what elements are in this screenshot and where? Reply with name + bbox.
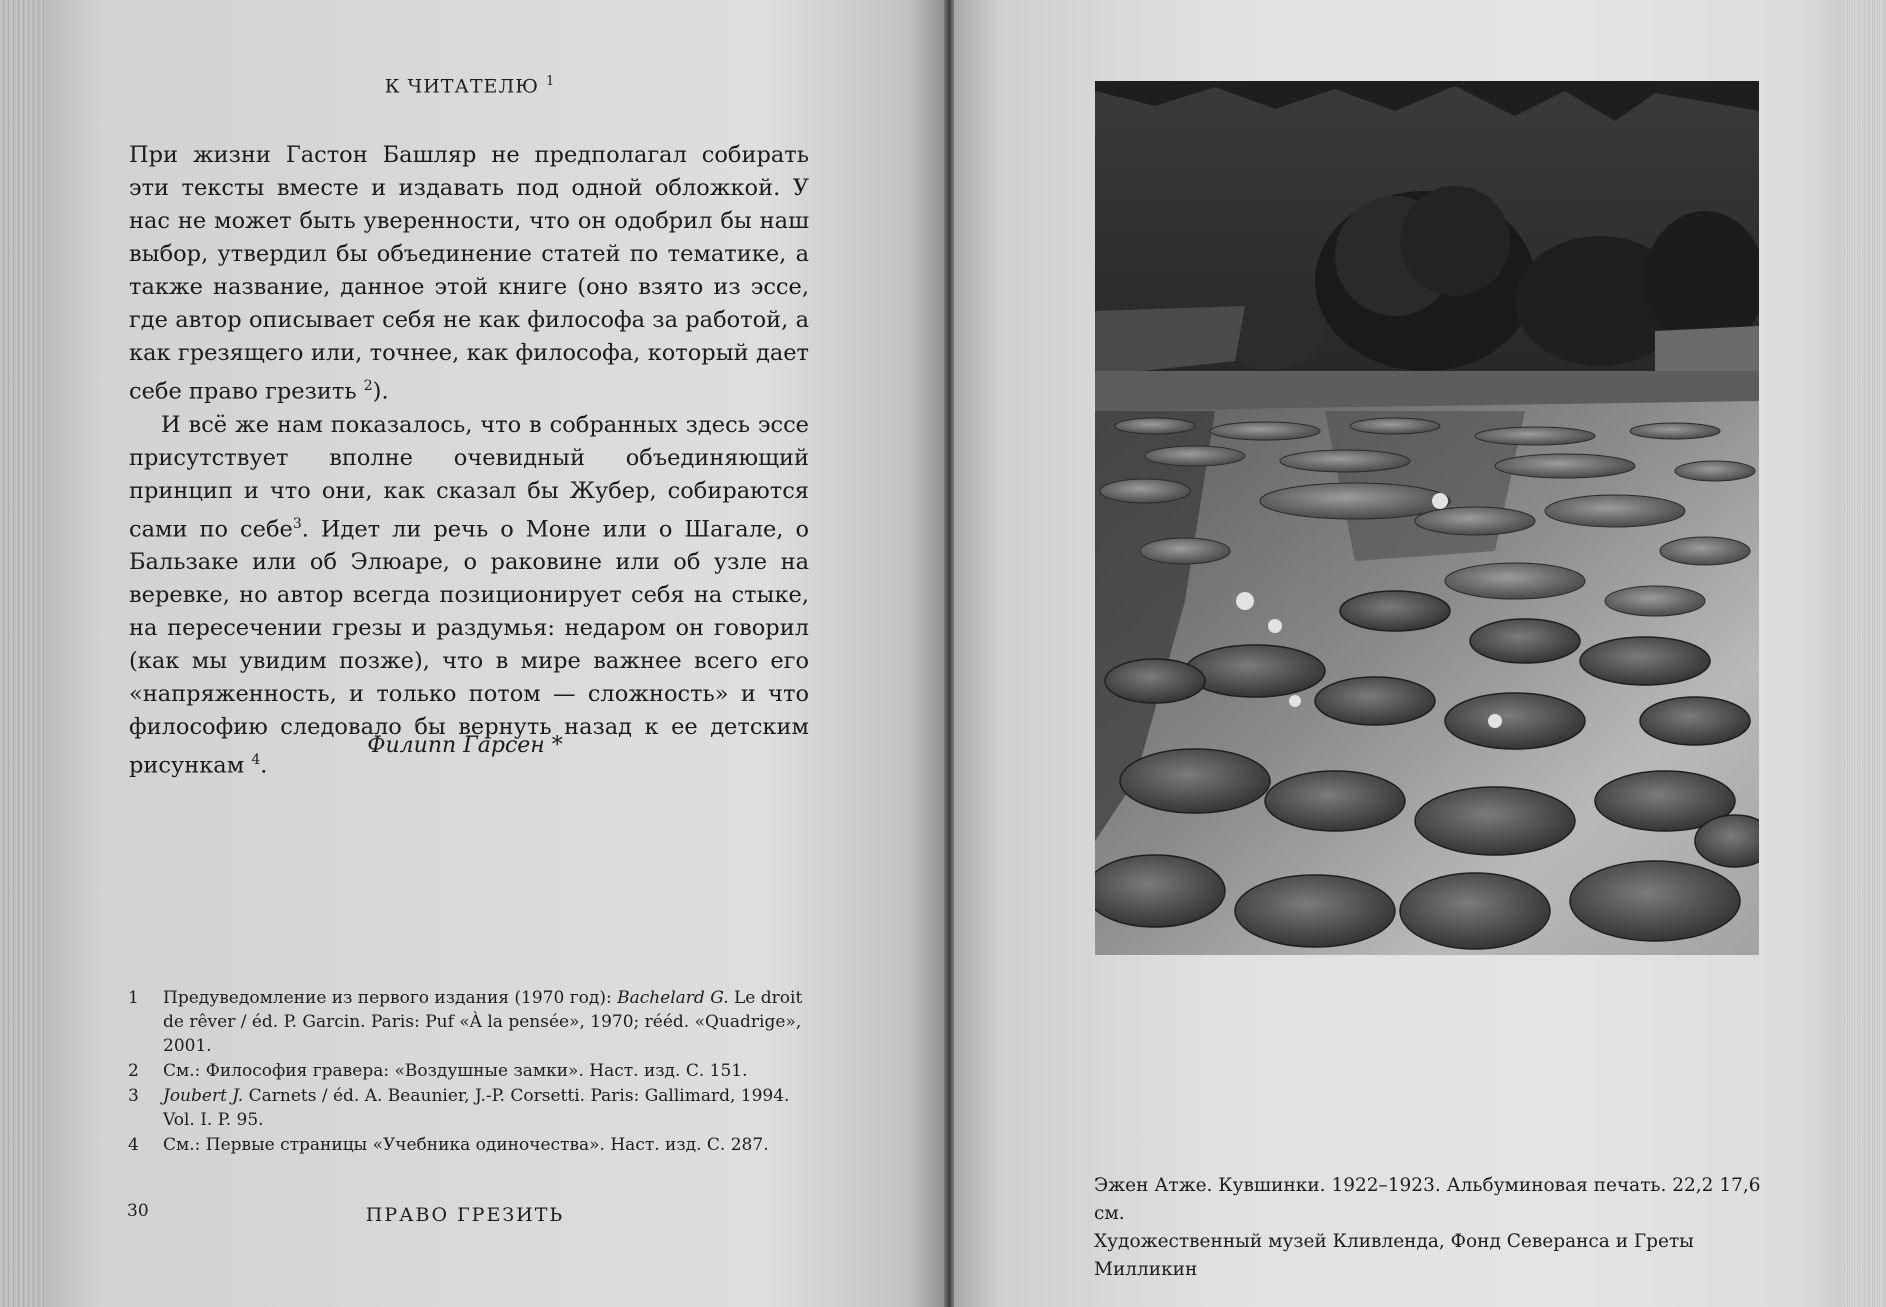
footnote-text-post: Carnets / éd. A. Beaunier, J.-P. Corsetti. Paris: Gallimard, 1994. Vol. I. P. 95.: [163, 1086, 790, 1130]
photo-caption: [1094, 1172, 1794, 1284]
water-lilies-image: [1095, 81, 1759, 955]
footnotes: [128, 986, 808, 1158]
page-edge-stack-left: [0, 0, 48, 1307]
running-head: [340, 74, 600, 97]
footnote-number: 1: [128, 988, 139, 1008]
paragraph-1-text: При жизни Гастон Башляр не предполагал собирать эти тексты вместе и издавать под одной обложкой. У нас не может быть уверенности, что он одобрил бы наш выбор, утвердил бы объединение статей по тематике, а также название, данное этой книге (оно взято из эссе, где автор описывает себя не как философа за работой, а как грезящего или, точнее, как философа, который дает себе право грезить: [129, 142, 809, 405]
paragraph-2: [129, 409, 809, 783]
paragraph-2-text-cont: . Идет ли речь о Моне или о Шагале, о Бальзаке или об Элюаре, о раковине или об узле на веревке, но автор всегда позиционирует себя на стыке, на пересечении грезы и раздумья: недаром он говорил (как мы увидим позже), что в мире важнее всего его «напряженность, и только потом — сложность» и что философию следовало бы вернуть назад к ее детским рисункам: [129, 516, 809, 779]
author-signature: Филипп Гарсен *: [367, 733, 563, 758]
footnote: [128, 1133, 808, 1157]
footnote-text-pre: См.: Философия гравера: «Воздушные замки». Наст. изд. С. 151.: [163, 1061, 748, 1081]
footnote-number: 3: [128, 1086, 139, 1106]
footnote-text: [163, 1133, 808, 1157]
footnote-ref-1: 1: [545, 74, 556, 89]
paragraph-1-end: ).: [372, 378, 389, 405]
footnote-number: 2: [128, 1061, 139, 1081]
footnote-author: Bachelard G.: [617, 988, 729, 1008]
footnote-number: 4: [128, 1135, 139, 1155]
body-text: [129, 139, 809, 783]
caption-line-1: Эжен Атже. Кувшинки. 1922–1923. Альбуминовая печать. 22,2 17,6 см.: [1094, 1175, 1761, 1224]
paragraph-2-text: И всё же нам показалось, что в собранных здесь эссе присутствует вполне очевидный объединяющий принцип и что они, как сказал бы Жубер, собираются сами по себе: [129, 411, 809, 542]
photograph-water-lilies: [1095, 81, 1759, 955]
footnote-text: [163, 1084, 808, 1132]
running-head-text: К ЧИТАТЕЛЮ: [384, 75, 539, 98]
footnote: [128, 1059, 808, 1083]
footnote: [128, 986, 808, 1058]
footnote-ref-4: 4: [251, 752, 261, 768]
footnote-text-pre: Предуведомление из первого издания (1970 год):: [163, 988, 618, 1008]
caption-line-2: Художественный музей Кливленда, Фонд Северанса и Греты Милликин: [1094, 1231, 1694, 1280]
page-number: 30: [127, 1201, 149, 1221]
paragraph-1: [129, 139, 809, 409]
book-title-footer: ПРАВО ГРЕЗИТЬ: [365, 1204, 565, 1226]
footnote-ref-2: 2: [363, 378, 373, 394]
paragraph-2-end: .: [260, 752, 268, 779]
footnote-text: [163, 1059, 808, 1083]
footnote-ref-3: 3: [292, 515, 302, 532]
footnote: [128, 1084, 808, 1132]
page-edge-stack-right: [1843, 0, 1886, 1307]
footnote-text: [163, 986, 808, 1058]
footnote-text-post: Le droit de rêver / éd. P. Garcin. Paris: Puf «À la pensée», 1970; rééd. «Quadrige», 2001.: [163, 988, 803, 1056]
footnote-author: Joubert J.: [163, 1086, 244, 1106]
footnote-text-pre: См.: Первые страницы «Учебника одиночества». Наст. изд. С. 287.: [163, 1135, 769, 1155]
